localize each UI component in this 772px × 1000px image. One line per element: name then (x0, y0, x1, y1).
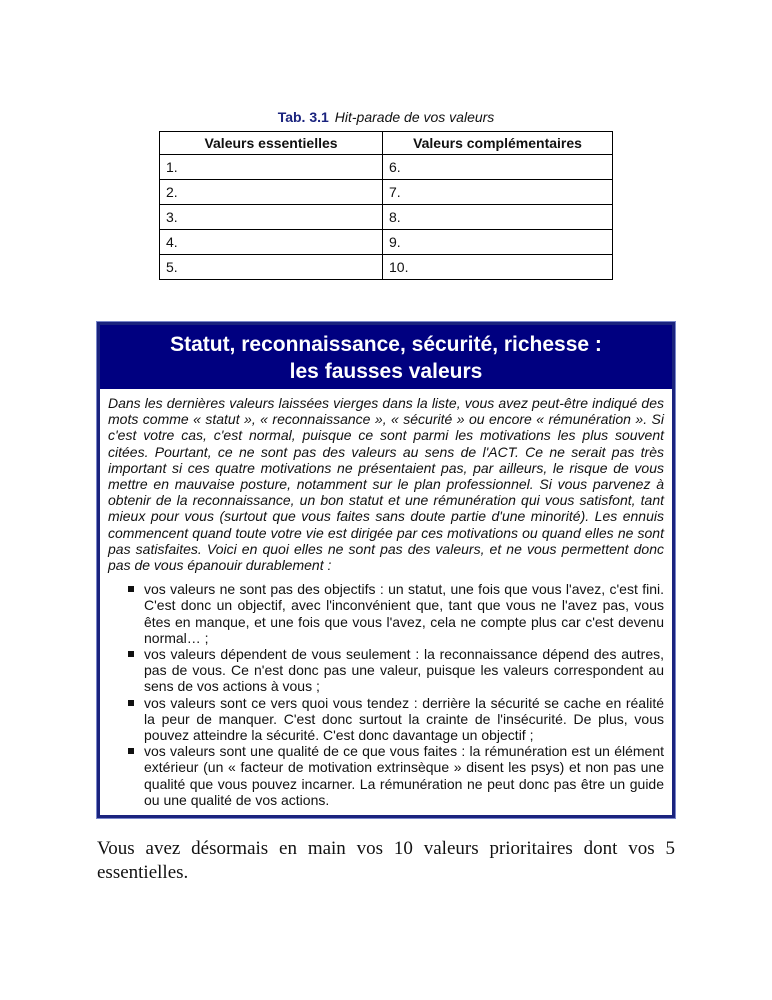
table-cell: 9. (383, 230, 613, 255)
table-cell: 8. (383, 205, 613, 230)
box-title (100, 325, 672, 389)
table-caption (0, 109, 772, 125)
list-item (128, 646, 664, 695)
box-title-line-1: Statut, reconnaissance, sécurité, richesse : (170, 333, 602, 356)
table-cell: 1. (160, 155, 383, 180)
table-header-row (160, 132, 613, 155)
table-cell: 3. (160, 205, 383, 230)
box-body (100, 389, 672, 808)
box-intro: Dans les dernières valeurs laissées vierges dans la liste, vous avez peut-être indiqué des mots comme « statut », « reconnaissance », « sécurité » ou encore « rémunération ». Si c'est votre cas, c'est normal, puisque ce sont parmi les motivations les plus souvent citées. Pourtant, ce ne sont pas des valeurs au sens de l'ACT. Ce ne serait pas très important si ces quatre motivations ne présentaient pas, par ailleurs, le risque de vous mettre en mauvaise posture, notamment sur le plan professionnel. Si vous parvenez à obtenir de la reconnaissance, un bon statut et une rémunération qui vous satisfont, tant mieux pour vous (surtout que vous faites sans doute partie d'une minorité). Les ennuis commencent quand toute votre vie est dirigée par ces motivations ou quand elles ne sont pas satisfaites. Voici en quoi elles ne sont pas des valeurs, et ne vous permettent donc pas de vous épanouir durablement : (108, 395, 664, 574)
table-cell: 5. (160, 255, 383, 280)
square-bullet-icon (128, 700, 134, 706)
header-complementary: Valeurs complémentaires (383, 132, 613, 155)
list-item (128, 743, 664, 808)
values-table (159, 131, 613, 280)
table-row (160, 180, 613, 205)
list-item-text: vos valeurs sont une qualité de ce que vous faites : la rémunération est un élément extérieur (un « facteur de motivation extrinsèque » disent les psys) et non pas une qualité que vous pouvez incarner. La rémunération ne peut donc pas être un guide ou une qualité de vos actions. (144, 743, 664, 808)
box-bullet-list (108, 581, 664, 808)
square-bullet-icon (128, 651, 134, 657)
list-item-text: vos valeurs dépendent de vous seulement : la reconnaissance dépend des autres, pas de vous. Ce n'est donc pas une valeur, puisque les valeurs correspondent au sens de vos actions à vous ; (144, 646, 664, 695)
table-cell: 6. (383, 155, 613, 180)
table-row (160, 205, 613, 230)
table-row (160, 155, 613, 180)
table-cell: 2. (160, 180, 383, 205)
list-item (128, 695, 664, 744)
list-item (128, 581, 664, 646)
sidebar-box (97, 322, 675, 818)
table-cell: 7. (383, 180, 613, 205)
table-title: Hit-parade de vos valeurs (334, 109, 495, 125)
conclusion-paragraph: Vous avez désormais en main vos 10 valeurs prioritaires dont vos 5 essentielles. (97, 838, 675, 883)
header-essential: Valeurs essentielles (160, 132, 383, 155)
box-title-line-2: les fausses valeurs (289, 360, 483, 383)
table-cell: 4. (160, 230, 383, 255)
table-number: Tab. 3.1 (277, 109, 329, 125)
list-item-text: vos valeurs sont ce vers quoi vous tendez : derrière la sécurité se cache en réalité la peur de manquer. C'est donc surtout la crainte de l'insécurité. De plus, vous pouvez atteindre la sécurité. C'est donc davantage un objectif ; (144, 694, 664, 744)
square-bullet-icon (128, 748, 134, 754)
table-row (160, 255, 613, 280)
table-row (160, 230, 613, 255)
table-cell: 10. (383, 255, 613, 280)
list-item-text: vos valeurs ne sont pas des objectifs : un statut, une fois que vous l'avez, c'est fini. C'est donc un objectif, avec l'inconvénient que, tant que vous ne l'avez pas, vous êtes en manque, et une fois que vous l'avez, cela ne compte plus car c'est devenu normal… ; (144, 581, 664, 646)
square-bullet-icon (128, 586, 134, 592)
